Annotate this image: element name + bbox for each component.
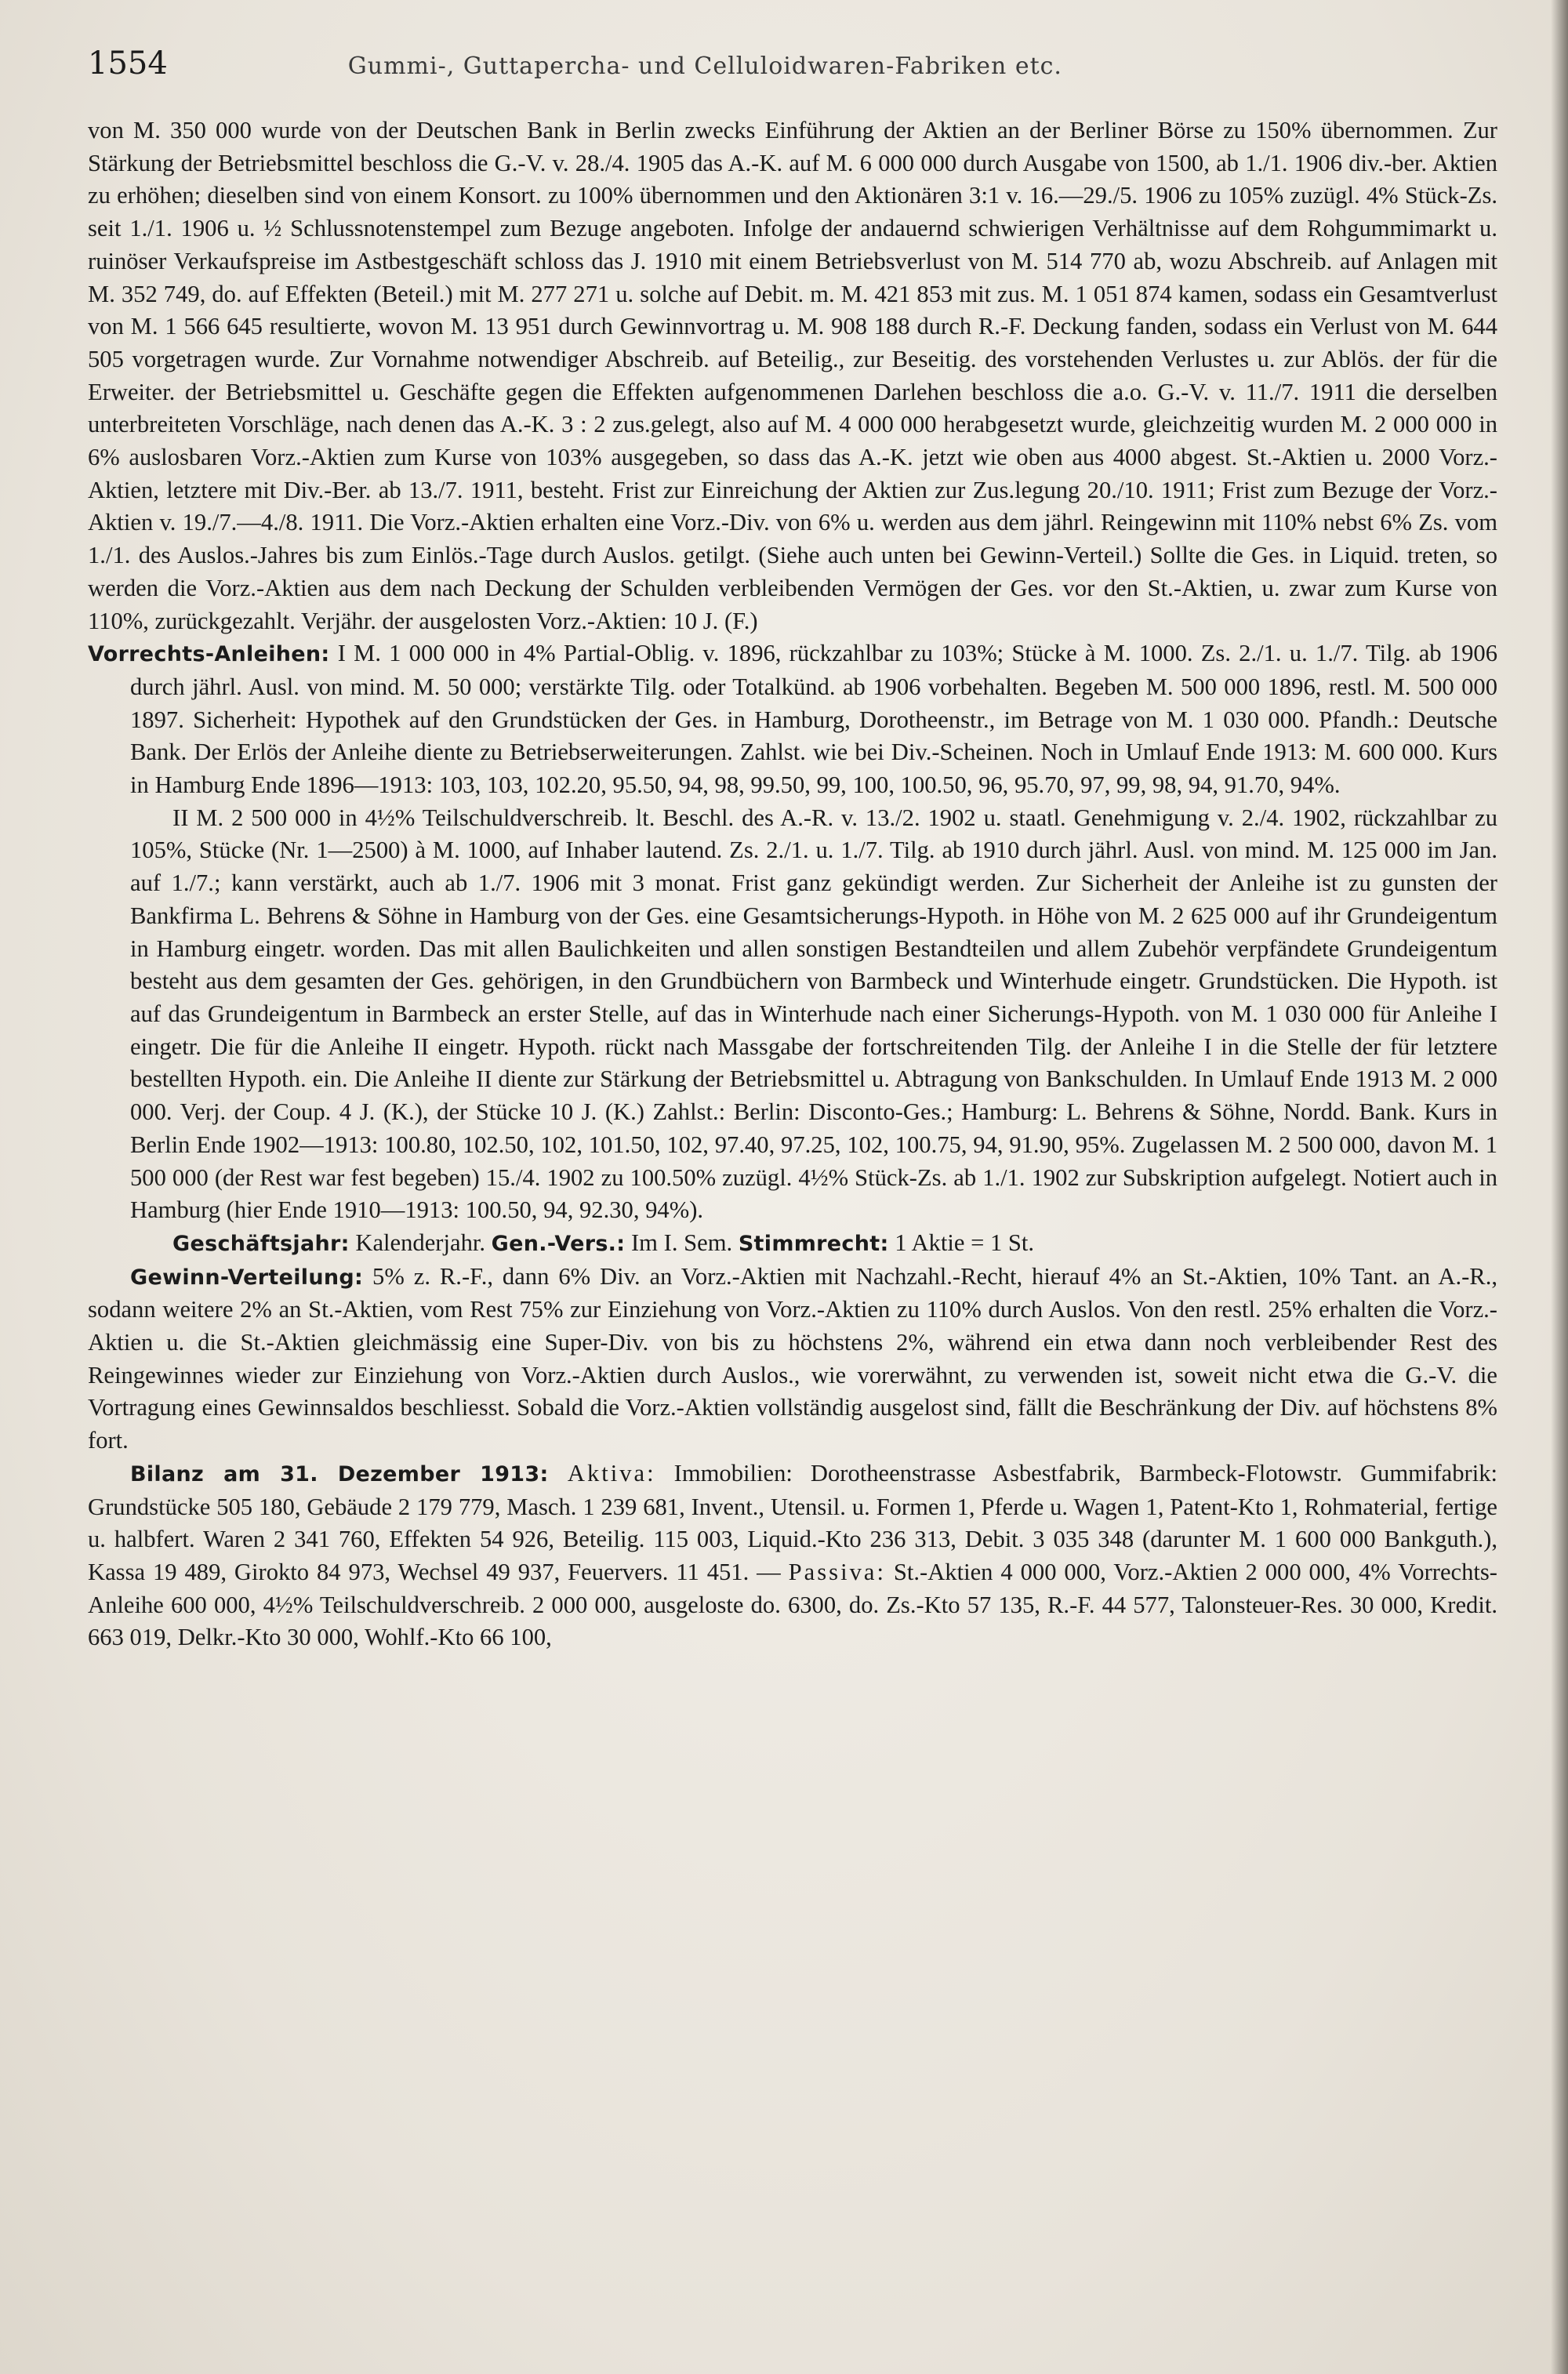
label-stimmrecht: Stimmrecht:: [738, 1231, 889, 1256]
text-stimmrecht: 1 Aktie = 1 St.: [888, 1229, 1035, 1256]
label-bilanz: Bilanz am 31. Dezember 1913:: [130, 1461, 549, 1486]
paragraph-vorrechts-anleihen: [88, 637, 1497, 802]
body-text: [88, 114, 1497, 1654]
paragraph-history: von M. 350 000 wurde von der Deutschen Bank in Berlin zwecks Einführung der Aktien an der Berliner Börse zu 150% übernommen. Zur Stärkung der Betriebsmittel beschloss die G.-V. v. 28./4. 1905 das A.-K. auf M. 6 000 000 durch Ausgabe von 1500, ab 1./1. 1906 div.-ber. Aktien zu erhöhen; dieselben sind von einem Konsort. zu 100% übernommen und den Aktionären 3:1 v. 16.—29./5. 1906 zu 105% zuzügl. 4% Stück-Zs. seit 1./1. 1906 u. ½ Schlussnotenstempel zum Bezuge angeboten. Infolge der andauernd schwierigen Verhältnisse auf dem Rohgummimarkt u. ruinöser Verkaufspreise im Astbestgeschäft schloss das J. 1910 mit einem Betriebsverlust von M. 514 770 ab, wozu Abschreib. auf Anlagen mit M. 352 749, do. auf Effekten (Beteil.) mit M. 277 271 u. solche auf Debit. m. M. 421 853 mit zus. M. 1 051 874 kamen, sodass ein Gesamtverlust von M. 1 566 645 resultierte, wovon M. 13 951 durch Gewinnvortrag u. M. 908 188 durch R.-F. Deckung fanden, sodass ein Verlust von M. 644 505 vorgetragen wurde. Zur Vornahme notwendiger Abschreib. auf Beteilig., zur Beseitig. des vorstehenden Verlustes u. zur Ablös. der für die Erweiter. der Betriebsmittel u. Geschäfte gegen die Effekten aufgenommenen Darlehen beschloss die a.o. G.-V. v. 11./7. 1911 die derselben unterbreiteten Vorschläge, nach denen das A.-K. 3 : 2 zus.gelegt, also auf M. 4 000 000 herabgesetzt wurde, gleichzeitig wurden M. 2 000 000 in 6% auslosbaren Vorz.-Aktien zum Kurse von 103% ausgegeben, so dass das A.-K. jetzt wie oben aus 4000 abgest. St.-Aktien u. 2000 Vorz.-Aktien, letztere mit Div.-Ber. ab 13./7. 1911, besteht. Frist zur Einreichung der Aktien zur Zus.legung 20./10. 1911; Frist zum Bezuge der Vorz.-Aktien v. 19./7.—4./8. 1911. Die Vorz.-Aktien erhalten eine Vorz.-Div. von 6% u. werden aus dem jährl. Reingewinn mit 110% nebst 6% Zs. vom 1./1. des Auslos.-Jahres bis zum Einlös.-Tage durch Auslos. getilgt. (Siehe auch unten bei Gewinn-Verteil.) Sollte die Ges. in Liquid. treten, so werden die Vorz.-Aktien aus dem nach Deckung der Schulden verbleibenden Vermögen der Ges. vor den St.-Aktien, u. zwar zum Kurse von 110%, zurückgezahlt. Verjähr. der ausgelosten Vorz.-Aktien: 10 J. (F.): [88, 117, 1497, 634]
text-aktiva: Immobilien: Dorotheenstrasse Asbestfabrik, Barmbeck-Flotowstr. Gummifabrik: Grundstücke 505 180, Gebäude 2 179 779, Masch. 1 239 681, Invent., Utensil. u. Formen 1, Pferde u. Wagen 1, Patent-Kto 1, Rohmaterial, fertige u. halbfert. Waren 2 341 760, Effekten 54 926, Beteilig. 115 003, Liquid.-Kto 236 313, Debit. 3 035 348 (darunter M. 1 600 000 Bankguth.), Kassa 19 489, Girokto 84 973, Wechsel 49 937, Feuervers. 11 451. —: [88, 1459, 1497, 1585]
label-passiva: Passiva:: [788, 1558, 886, 1585]
text-passiva: St.-Aktien 4 000 000, Vorz.-Aktien 2 000 000, 4% Vorrechts-Anleihe 600 000, 4½% Teilschuldverschreib. 2 000 000, ausgeloste do. 6300, do. Zs.-Kto 57 135, R.-F. 44 577, Talonsteuer-Res. 30 000, Kredit. 663 019, Delkr.-Kto 30 000, Wohlf.-Kto 66 100,: [88, 1558, 1497, 1651]
paragraph-gewinn-verteilung: [88, 1261, 1497, 1457]
paragraph-bilanz: [88, 1457, 1497, 1654]
paragraph-anleihe-ii: II M. 2 500 000 in 4½% Teilschuldverschreib. lt. Beschl. des A.-R. v. 13./2. 1902 u. staatl. Genehmigung v. 2./4. 1902, rückzahlbar zu 105%, Stücke (Nr. 1—2500) à M. 1000, auf Inhaber lautend. Zs. 2./1. u. 1./7. Tilg. ab 1910 durch jährl. Ausl. von mind. M. 125 000 im Jan. auf 1./7.; kann verstärkt, auch ab 1./7. 1906 mit 3 monat. Frist ganz gekündigt werden. Zur Sicherheit der Anleihe ist zu gunsten der Bankfirma L. Behrens & Söhne in Hamburg von der Ges. eine Gesamtsicherungs-Hypoth. in Höhe von M. 2 625 000 auf ihr Grundeigentum in Hamburg eingetr. worden. Das mit allen Baulichkeiten und allen sonstigen Bestandteilen und allem Zubehör verpfändete Grundeigentum besteht aus dem gesamten der Ges. gehörigen, in den Grundbüchern von Barmbeck und Winterhude eingetr. Grundstücken. Die Hypoth. ist auf das Grundeigentum in Barmbeck an erster Stelle, auf das in Winterhude nach einer Sicherungs-Hypoth. von M. 1 030 000 für Anleihe I eingetr. Die für die Anleihe II eingetr. Hypoth. rückt nach Massgabe der fortschreitenden Tilg. der Anleihe I in die Stelle der für letztere bestellten Hypoth. ein. Die Anleihe II diente zur Stärkung der Betriebsmittel u. Abtragung von Bankschulden. In Umlauf Ende 1913 M. 2 000 000. Verj. der Coup. 4 J. (K.), der Stücke 10 J. (K.) Zahlst.: Berlin: Disconto-Ges.; Hamburg: L. Behrens & Söhne, Nordd. Bank. Kurs in Berlin Ende 1902—1913: 100.80, 102.50, 102, 101.50, 102, 97.40, 97.25, 102, 100.75, 94, 91.90, 95%. Zugelassen M. 2 500 000, davon M. 1 500 000 (der Rest war fest begeben) 15./4. 1902 zu 100.50% zuzügl. 4½% Stück-Zs. ab 1./1. 1902 zur Subskription aufgelegt. Notiert auch in Hamburg (hier Ende 1910—1913: 100.50, 94, 92.30, 94%).: [130, 804, 1497, 1224]
label-gewinn-verteilung: Gewinn-Verteilung:: [130, 1265, 364, 1290]
page-header: [88, 45, 1497, 91]
label-geschaeftsjahr: Geschäftsjahr:: [172, 1231, 350, 1256]
text-vorrechts-anleihen: I M. 1 000 000 in 4% Partial-Oblig. v. 1896, rückzahlbar zu 103%; Stücke à M. 1000. Zs. 2./1. u. 1./7. Tilg. ab 1906 durch jährl. Ausl. von mind. M. 50 000; verstärkte Tilg. oder Totalkünd. ab 1906 vorbehalten. Begeben M. 500 000 1896, restl. M. 500 000 1897. Sicherheit: Hypothek auf den Grundstücken der Ges. in Hamburg, Dorotheenstr., im Betrage von M. 1 030 000. Pfandh.: Deutsche Bank. Der Erlös der Anleihe diente zu Betriebserweiterungen. Zahlst. wie bei Div.-Scheinen. Noch in Umlauf Ende 1913: M. 600 000. Kurs in Hamburg Ende 1896—1913: 103, 103, 102.20, 95.50, 94, 98, 99.50, 99, 100, 100.50, 96, 95.70, 97, 99, 98, 94, 91.70, 94%.: [130, 640, 1497, 799]
label-vorrechts-anleihen: Vorrechts-Anleihen:: [88, 642, 330, 667]
page-number: 1554: [88, 45, 168, 82]
paragraph-geschaeftsjahr: [88, 1227, 1497, 1261]
running-title: Gummi-, Guttapercha- und Celluloidwaren-Fabriken etc.: [347, 53, 1062, 80]
text-gen-vers: Im I. Sem.: [625, 1229, 739, 1256]
text-gewinn-verteilung: 5% z. R.-F., dann 6% Div. an Vorz.-Aktien mit Nachzahl.-Recht, hierauf 4% an St.-Aktien, 10% Tant. an A.-R., sodann weitere 2% an St.-Aktien, vom Rest 75% zur Einziehung von Vorz.-Aktien zu 110% durch Auslos. Von den restl. 25% erhalten die Vorz.-Aktien u. die St.-Aktien gleichmässig eine Super-Div. von bis zu höchstens 2%, während ein etwa dann noch verbleibender Rest des Reingewinnes wieder zur Einziehung von Vorz.-Aktien durch Auslos., wie vorerwähnt, zu verwenden ist, soweit nicht etwa die G.-V. die Vortragung eines Gewinnsaldos beschliesst. Sobald die Vorz.-Aktien vollständig ausgelost sind, fällt die Beschränkung der Div. auf höchstens 8% fort.: [88, 1262, 1497, 1454]
label-aktiva: Aktiva:: [548, 1459, 656, 1486]
text-geschaeftsjahr: Kalenderjahr.: [349, 1229, 492, 1256]
label-gen-vers: Gen.-Vers.:: [491, 1231, 626, 1256]
